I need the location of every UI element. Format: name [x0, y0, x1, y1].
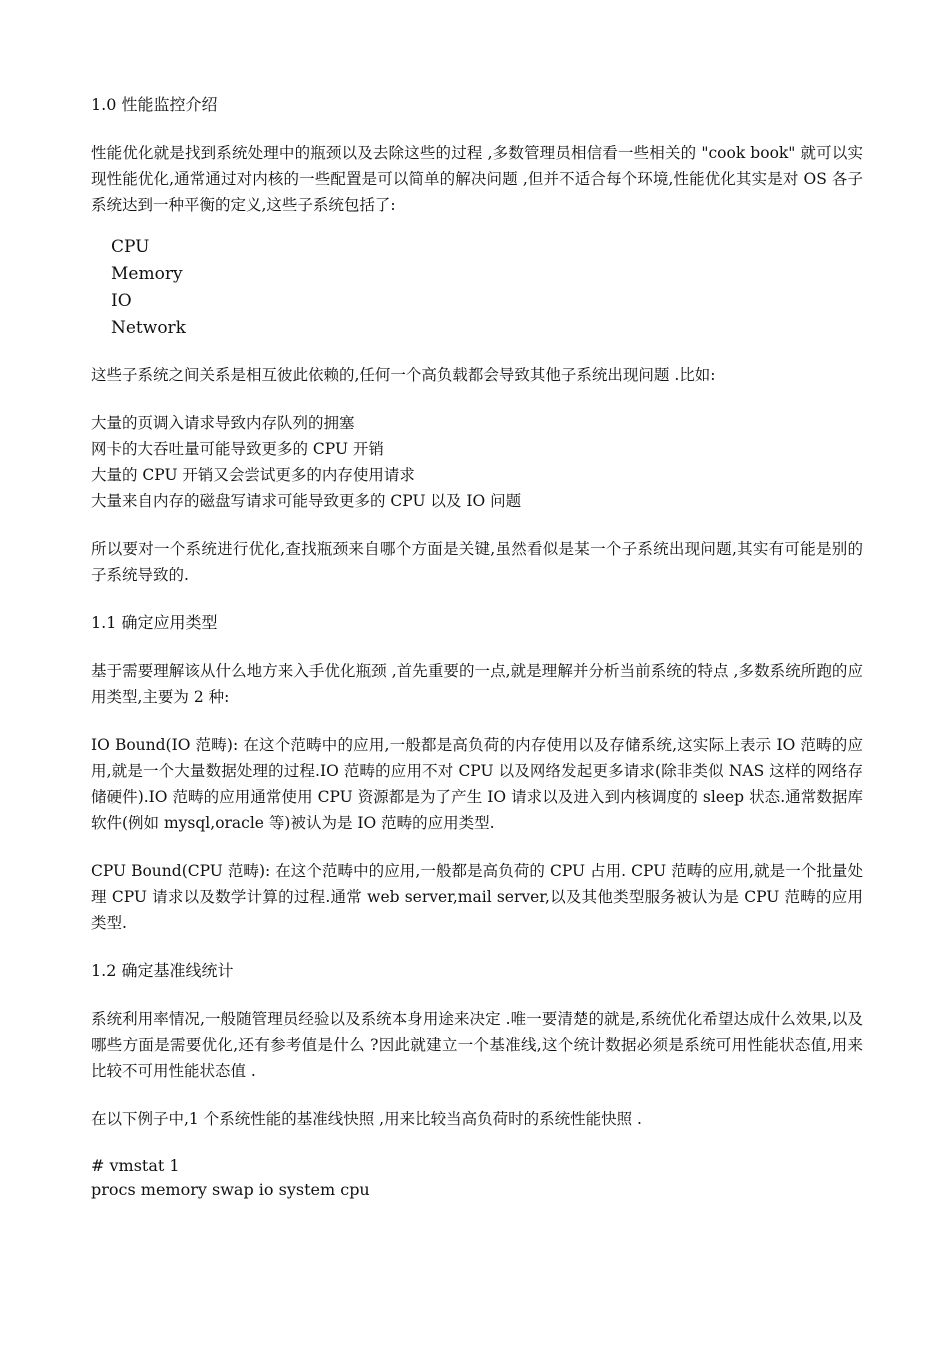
- section-heading-performance-monitoring: 1.0 性能监控介绍: [91, 95, 218, 114]
- io-bound-paragraph: IO Bound(IO 范畴): 在这个范畴中的应用,一般都是高负荷的内存使用以及存储系统,这实际上表示 IO 范畴的应用,就是一个大量数据处理的过程.IO 范畴的应用不对 CPU 以及网络发起更多请求(除非类似 NAS 这样的网络存储硬件).IO 范畴的应用通常使用 CPU 资源都是为了产生 IO 请求以及进入到内核调度的 sleep 状态.通常数据库软件(例如 mysql,oracle 等)被认为是 IO 范畴的应用类型.: [91, 736, 863, 832]
- subsystem-item: CPU: [111, 237, 150, 257]
- dependency-paragraph: 这些子系统之间关系是相互彼此依赖的,任何一个高负载都会导致其他子系统出现问题 .比如:: [91, 366, 716, 384]
- subsystem-item: IO: [111, 291, 132, 311]
- cpu-bound-paragraph: CPU Bound(CPU 范畴): 在这个范畴中的应用,一般都是高负荷的 CPU 占用. CPU 范畴的应用,就是一个批量处理 CPU 请求以及数学计算的过程.通常 web server,mail server,以及其他类型服务被认为是 CPU 范畴的应用类型.: [91, 862, 863, 932]
- example-intro-paragraph: 在以下例子中,1 个系统性能的基准线快照 ,用来比较当高负荷时的系统性能快照 .: [91, 1110, 642, 1128]
- subsystem-item: Memory: [111, 264, 183, 284]
- subsystem-list: [111, 234, 863, 342]
- section-heading-application-type: 1.1 确定应用类型: [91, 613, 218, 632]
- document-page: [91, 92, 863, 1202]
- code-line: procs memory swap io system cpu: [91, 1180, 370, 1199]
- example-list: [91, 410, 863, 514]
- code-line: # vmstat 1: [91, 1156, 180, 1175]
- subsystem-item: Network: [111, 318, 186, 338]
- example-item: 大量的页调入请求导致内存队列的拥塞: [91, 414, 355, 432]
- example-item: 网卡的大吞吐量可能导致更多的 CPU 开销: [91, 440, 384, 458]
- application-type-paragraph: 基于需要理解该从什么地方来入手优化瓶颈 ,首先重要的一点,就是理解并分析当前系统的特点 ,多数系统所跑的应用类型,主要为 2 种:: [91, 662, 863, 706]
- example-item: 大量来自内存的磁盘写请求可能导致更多的 CPU 以及 IO 问题: [91, 492, 522, 510]
- example-item: 大量的 CPU 开销又会尝试更多的内存使用请求: [91, 466, 415, 484]
- baseline-paragraph: 系统利用率情况,一般随管理员经验以及系统本身用途来决定 .唯一要清楚的就是,系统优化希望达成什么效果,以及哪些方面是需要优化,还有参考值是什么 ?因此就建立一个基准线,这个统计数据必须是系统可用性能状态值,用来比较不可用性能状态值 .: [91, 1010, 863, 1080]
- section-heading-baseline: 1.2 确定基准线统计: [91, 961, 234, 980]
- intro-paragraph: 性能优化就是找到系统处理中的瓶颈以及去除这些的过程 ,多数管理员相信看一些相关的 "cook book" 就可以实现性能优化,通常通过对内核的一些配置是可以简单的解决问题 ,但并不适合每个环境,性能优化其实是对 OS 各子系统达到一种平衡的定义,这些子系统包括了:: [91, 144, 863, 214]
- conclusion-paragraph: 所以要对一个系统进行优化,查找瓶颈来自哪个方面是关键,虽然看似是某一个子系统出现问题,其实有可能是别的子系统导致的.: [91, 540, 863, 584]
